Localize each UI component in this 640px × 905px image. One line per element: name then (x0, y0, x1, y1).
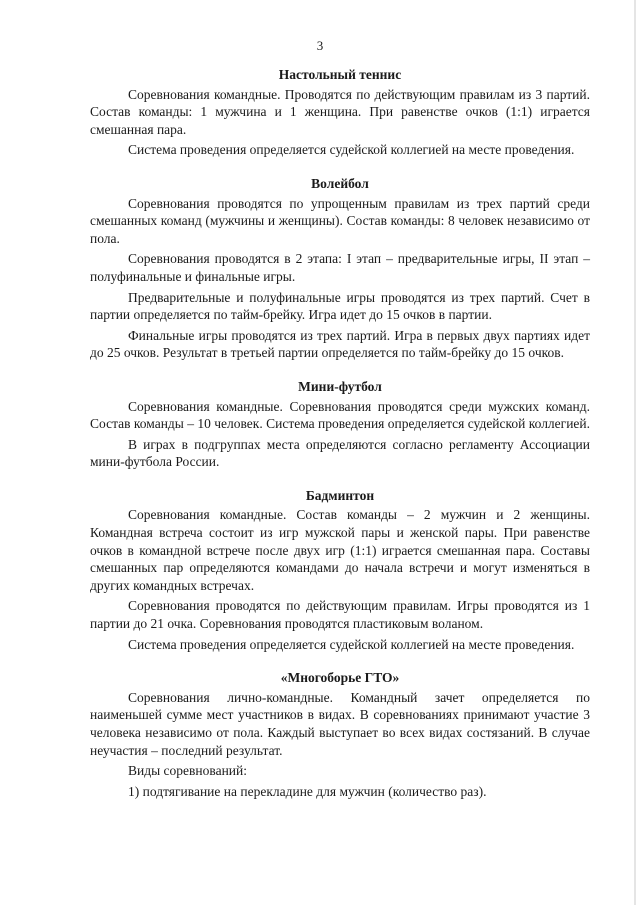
paragraph: Система проведения определяется судейской коллегией на месте проведения. (128, 636, 575, 652)
section-mini-football (90, 378, 590, 471)
section-gto (90, 669, 590, 800)
paragraph: Соревнования командные. Проводятся по действующим правилам из 3 партий. Состав команды: 1 мужчина и 1 женщина. При равенстве очков (1:1) играется смешанная пара. (90, 86, 590, 137)
section-title: «Многоборье ГТО» (280, 670, 400, 686)
section-volleyball (90, 175, 590, 362)
paragraph: Соревнования проводятся по действующим правилам. Игры проводятся из 1 партии до 21 очка. Соревнования проводятся пластиковым воланом. (90, 598, 590, 632)
paragraph: Соревнования проводятся в 2 этапа: I этап – предварительные игры, II этап – полуфинальные и финальные игры. (90, 251, 590, 284)
paragraph: Соревнования лично-командные. Командный зачет определяется по наименьшей сумме мест участников в видах. В соревнованиях принимают участие 3 человека независимо от пола. Каждый выступает во всех видах состязаний. В случае неучастия – последний результат. (90, 689, 590, 758)
page-number: 3 (316, 38, 324, 53)
section-title: Волейбол (311, 175, 369, 191)
document-body (90, 66, 590, 816)
section-title: Настольный теннис (278, 67, 402, 82)
paragraph: 1) подтягивание на перекладине для мужчин (количество раз). (128, 783, 487, 799)
paragraph: Финальные игры проводятся из трех партий. Игра в первых двух партиях идет до 25 очков. Результат в третьей партии определяется по тайм-брейку до 15 очков. (90, 327, 590, 361)
section-title: Бадминтон (305, 487, 375, 503)
scan-edge (634, 0, 636, 905)
paragraph: Соревнования проводятся по упрощенным правилам из трех партий среди смешанных команд (мужчины и женщины). Состав команды: 8 человек независимо от пола. (90, 195, 590, 246)
paragraph: Виды соревнований: (128, 763, 247, 779)
paragraph: Система проведения определяется судейской коллегией на месте проведения. (128, 142, 575, 158)
section-title: Мини-футбол (298, 378, 382, 394)
paragraph: Соревнования командные. Соревнования проводятся среди мужских команд. Состав команды – 10 человек. Система проведения определяется судейской коллегией. (90, 398, 591, 432)
section-badminton (90, 487, 590, 653)
paragraph: Предварительные и полуфинальные игры проводятся из трех партий. Счет в партии определяется по тайм-брейку. Игра идет до 15 очков в партии. (90, 289, 590, 323)
paragraph: В играх в подгруппах места определяются согласно регламенту Ассоциации мини-футбола России. (90, 436, 590, 470)
section-table-tennis (90, 66, 590, 159)
paragraph: Соревнования командные. Состав команды – 2 мужчин и 2 женщины. Командная встреча состоит из игр мужской пары и женской пары. При равенстве очков в командной встрече после двух игр (1:1) играется смешанная пара. Составы смешанных пар определяются командами до начала встречи и могут изменяться в других командных встречах. (90, 507, 590, 593)
